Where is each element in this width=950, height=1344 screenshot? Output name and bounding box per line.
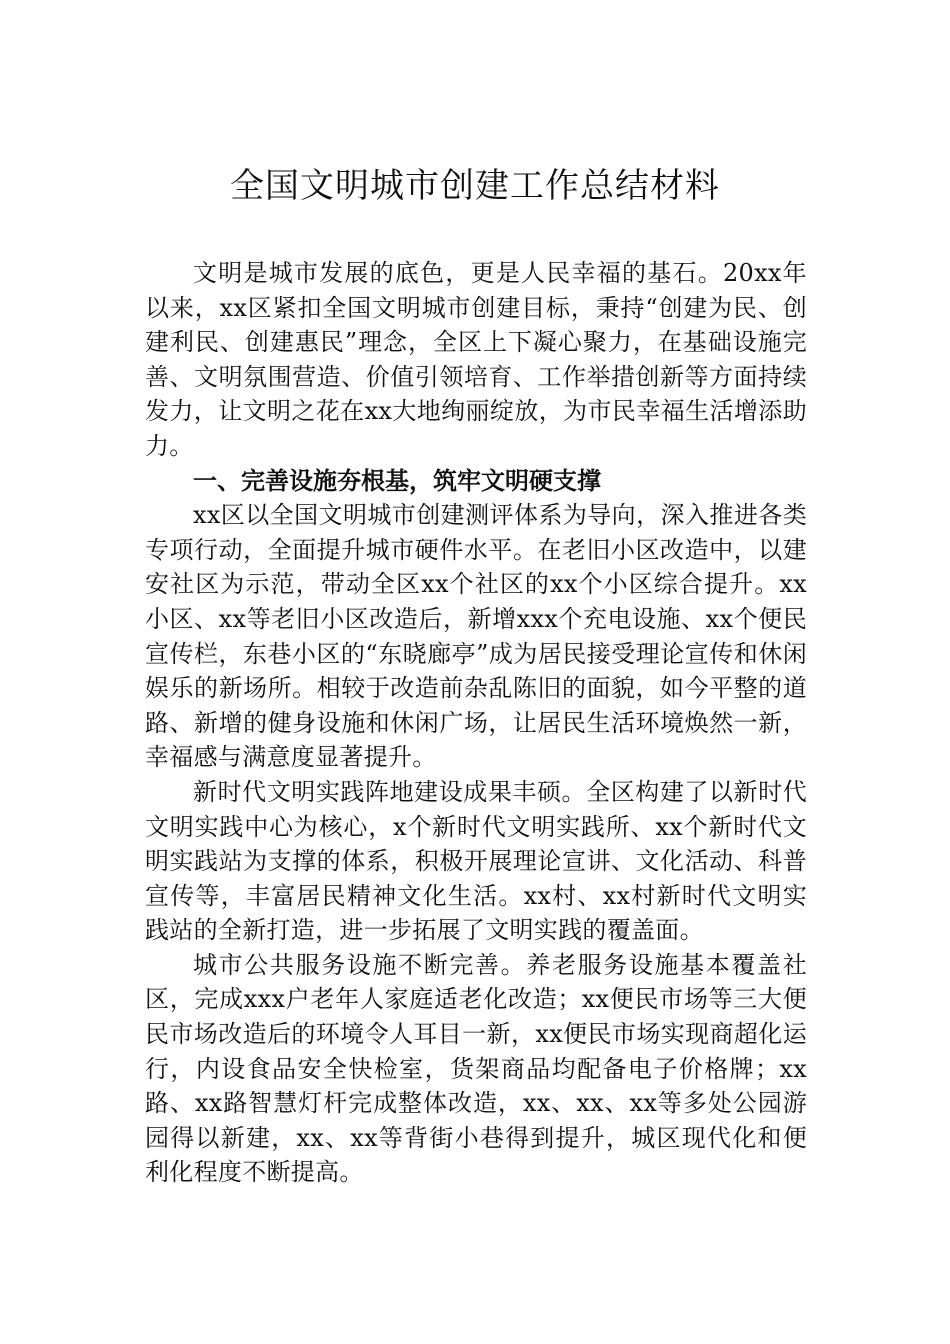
section-heading-1: 一、完善设施夯根基，筑牢文明硬支撑: [193, 466, 601, 495]
document-body: [145, 256, 807, 1190]
paragraph-intro: 文明是城市发展的底色，更是人民幸福的基石。20xx年以来，xx区紧扣全国文明城市创建目标，秉持“创建为民、创建利民、创建惠民”理念，全区上下凝心聚力，在基础设施完善、文明氛围营造、价值引领培育、工作举措创新等方面持续发力，让文明之花在xx大地绚丽绽放，为市民幸福生活增添助力。: [145, 259, 807, 460]
document-title: 全国文明城市创建工作总结材料: [230, 166, 720, 206]
paragraph-public-services: 城市公共服务设施不断完善。养老服务设施基本覆盖社区，完成xxx户老年人家庭适老化改造；xx便民市场等三大便民市场改造后的环境令人耳目一新，xx便民市场实现商超化运行，内设食品安全快检室，货架商品均配备电子价格牌；xx路、xx路智慧灯杆完成整体改造，xx、xx、xx等多处公园游园得以新建，xx、xx等背街小巷得到提升，城区现代化和便利化程度不断提高。: [145, 950, 807, 1187]
paragraph-civilization-practice: 新时代文明实践阵地建设成果丰硕。全区构建了以新时代文明实践中心为核心，x个新时代文明实践所、xx个新时代文明实践站为支撑的体系，积极开展理论宣讲、文化活动、科普宣传等，丰富居民精神文化生活。xx村、xx村新时代文明实践站的全新打造，进一步拓展了文明实践的覆盖面。: [145, 777, 807, 945]
paragraph-facilities: xx区以全国文明城市创建测评体系为导向，深入推进各类专项行动，全面提升城市硬件水平。在老旧小区改造中，以建安社区为示范，带动全区xx个社区的xx个小区综合提升。xx小区、xx等老旧小区改造后，新增xxx个充电设施、xx个便民宣传栏，东巷小区的“东晓廊亭”成为居民接受理论宣传和休闲娱乐的新场所。相较于改造前杂乱陈旧的面貌，如今平整的道路、新增的健身设施和休闲广场，让居民生活环境焕然一新，幸福感与满意度显著提升。: [145, 501, 807, 772]
